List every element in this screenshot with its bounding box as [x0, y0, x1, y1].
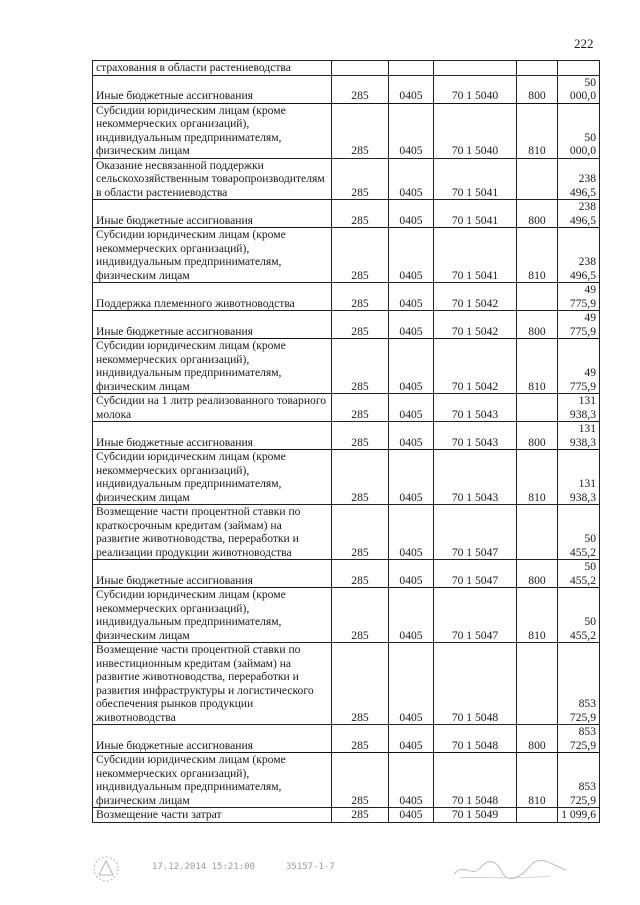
cell-ministry-code: 285: [332, 103, 389, 158]
cell-section-code: 0405: [389, 339, 434, 394]
cell-amount: 853 725,9: [558, 725, 600, 753]
cell-section-code: 0405: [389, 394, 434, 422]
cell-amount: 50 455,2: [558, 505, 600, 560]
cell-section-code: 0405: [389, 200, 434, 228]
table-row: [93, 450, 600, 505]
row-description: Субсидии юридическим лицам (кроме некоммерческих организаций), индивидуальным предпринимателям, физическим лицам: [93, 228, 332, 283]
row-description: Субсидии на 1 литр реализованного товарного молока: [93, 394, 332, 422]
cell-ministry-code: 285: [332, 283, 389, 311]
row-description: Субсидии юридическим лицам (кроме некоммерческих организаций), индивидуальным предпринимателям, физическим лицам: [93, 753, 332, 808]
cell-amount: 49 775,9: [558, 283, 600, 311]
cell-amount: 131 938,3: [558, 450, 600, 505]
cell-ministry-code: 285: [332, 588, 389, 643]
cell-target-article: 70 1 5041: [434, 200, 517, 228]
table-row: [93, 75, 600, 103]
cell-target-article: 70 1 5043: [434, 394, 517, 422]
table-row: [93, 808, 600, 823]
cell-section-code: 0405: [389, 643, 434, 725]
table-row: [93, 505, 600, 560]
cell-ministry-code: 285: [332, 200, 389, 228]
cell-section-code: 0405: [389, 588, 434, 643]
cell-section-code: 0405: [389, 422, 434, 450]
row-description: Возмещение части затрат: [93, 808, 332, 823]
table-row: [93, 311, 600, 339]
cell-amount: 49 775,9: [558, 311, 600, 339]
cell-ministry-code: 285: [332, 808, 389, 823]
cell-section-code: 0405: [389, 725, 434, 753]
cell-section-code: 0405: [389, 103, 434, 158]
cell-ministry-code: 285: [332, 450, 389, 505]
cell-ministry-code: 285: [332, 228, 389, 283]
cell-expense-type: 800: [517, 311, 558, 339]
cell-amount: 49 775,9: [558, 339, 600, 394]
cell-expense-type: 810: [517, 228, 558, 283]
cell-amount: 131 938,3: [558, 422, 600, 450]
table-row: [93, 103, 600, 158]
cell-target-article: 70 1 5040: [434, 75, 517, 103]
cell-ministry-code: [332, 61, 389, 76]
footer-document-code: 35157-1-7: [286, 862, 335, 872]
cell-amount: 238 496,5: [558, 200, 600, 228]
table-row: [93, 61, 600, 76]
cell-ministry-code: 285: [332, 753, 389, 808]
cell-section-code: 0405: [389, 311, 434, 339]
footer-date: 17.12.2014 15:21:00: [152, 862, 255, 872]
cell-amount: [558, 61, 600, 76]
cell-section-code: 0405: [389, 283, 434, 311]
cell-target-article: 70 1 5042: [434, 339, 517, 394]
row-description: Возмещение части процентной ставки по краткосрочным кредитам (займам) на развитие животноводства, переработки и реализации продукции животноводства: [93, 505, 332, 560]
cell-ministry-code: 285: [332, 560, 389, 588]
table-row: [93, 339, 600, 394]
cell-expense-type: [517, 283, 558, 311]
cell-ministry-code: 285: [332, 422, 389, 450]
cell-expense-type: 810: [517, 450, 558, 505]
cell-target-article: 70 1 5048: [434, 643, 517, 725]
row-description: Возмещение части процентной ставки по инвестиционным кредитам (займам) на развитие животноводства, переработки и развития инфраструктуры и логистического обеспечения рынков продукции животноводства: [93, 643, 332, 725]
row-description: Поддержка племенного животноводства: [93, 283, 332, 311]
cell-target-article: 70 1 5047: [434, 560, 517, 588]
cell-expense-type: [517, 394, 558, 422]
cell-amount: 853 725,9: [558, 643, 600, 725]
page-footer: [90, 854, 590, 884]
cell-ministry-code: 285: [332, 158, 389, 200]
table-row: [93, 588, 600, 643]
cell-section-code: 0405: [389, 228, 434, 283]
cell-ministry-code: 285: [332, 339, 389, 394]
cell-expense-type: 800: [517, 560, 558, 588]
cell-section-code: 0405: [389, 808, 434, 823]
cell-ministry-code: 285: [332, 311, 389, 339]
cell-target-article: 70 1 5043: [434, 422, 517, 450]
cell-amount: 1 099,6: [558, 808, 600, 823]
stamp-mark-icon: [90, 854, 124, 884]
cell-amount: 131 938,3: [558, 394, 600, 422]
cell-target-article: [434, 61, 517, 76]
table-row: [93, 753, 600, 808]
cell-expense-type: 810: [517, 588, 558, 643]
cell-target-article: 70 1 5049: [434, 808, 517, 823]
cell-expense-type: 810: [517, 339, 558, 394]
cell-amount: 238 496,5: [558, 158, 600, 200]
cell-ministry-code: 285: [332, 643, 389, 725]
cell-amount: 853 725,9: [558, 753, 600, 808]
cell-target-article: 70 1 5048: [434, 753, 517, 808]
cell-section-code: 0405: [389, 450, 434, 505]
row-description: Иные бюджетные ассигнования: [93, 200, 332, 228]
cell-expense-type: [517, 61, 558, 76]
cell-section-code: [389, 61, 434, 76]
cell-amount: 50 000,0: [558, 103, 600, 158]
cell-expense-type: 810: [517, 103, 558, 158]
signature-scribble: [450, 856, 570, 882]
cell-expense-type: [517, 808, 558, 823]
table-row: [93, 643, 600, 725]
table-row: [93, 394, 600, 422]
row-description: Субсидии юридическим лицам (кроме некоммерческих организаций), индивидуальным предпринимателям, физическим лицам: [93, 588, 332, 643]
cell-section-code: 0405: [389, 753, 434, 808]
row-description: Иные бюджетные ассигнования: [93, 75, 332, 103]
table-row: [93, 422, 600, 450]
table-row: [93, 560, 600, 588]
cell-ministry-code: 285: [332, 505, 389, 560]
cell-target-article: 70 1 5041: [434, 158, 517, 200]
cell-expense-type: [517, 643, 558, 725]
row-description: Субсидии юридическим лицам (кроме некоммерческих организаций), индивидуальным предпринимателям, физическим лицам: [93, 450, 332, 505]
budget-table-body: [93, 61, 600, 823]
cell-target-article: 70 1 5047: [434, 588, 517, 643]
table-row: [93, 283, 600, 311]
cell-expense-type: 810: [517, 753, 558, 808]
row-description: Иные бюджетные ассигнования: [93, 725, 332, 753]
cell-target-article: 70 1 5043: [434, 450, 517, 505]
row-description: Иные бюджетные ассигнования: [93, 422, 332, 450]
cell-expense-type: 800: [517, 422, 558, 450]
cell-expense-type: [517, 158, 558, 200]
cell-amount: 50 455,2: [558, 560, 600, 588]
cell-section-code: 0405: [389, 505, 434, 560]
cell-section-code: 0405: [389, 158, 434, 200]
row-description: Оказание несвязанной поддержки сельскохозяйственным товаропроизводителям в области растениеводства: [93, 158, 332, 200]
cell-target-article: 70 1 5041: [434, 228, 517, 283]
cell-ministry-code: 285: [332, 725, 389, 753]
row-description: Иные бюджетные ассигнования: [93, 311, 332, 339]
row-description: страхования в области растениеводства: [93, 61, 332, 76]
page-number: 222: [574, 36, 594, 51]
cell-expense-type: 800: [517, 725, 558, 753]
cell-expense-type: 800: [517, 200, 558, 228]
cell-section-code: 0405: [389, 75, 434, 103]
row-description: Иные бюджетные ассигнования: [93, 560, 332, 588]
row-description: Субсидии юридическим лицам (кроме некоммерческих организаций), индивидуальным предпринимателям, физическим лицам: [93, 103, 332, 158]
cell-target-article: 70 1 5042: [434, 283, 517, 311]
table-row: [93, 228, 600, 283]
table-row: [93, 200, 600, 228]
cell-target-article: 70 1 5048: [434, 725, 517, 753]
cell-expense-type: 800: [517, 75, 558, 103]
cell-ministry-code: 285: [332, 75, 389, 103]
table-row: [93, 158, 600, 200]
cell-expense-type: [517, 505, 558, 560]
cell-section-code: 0405: [389, 560, 434, 588]
cell-target-article: 70 1 5042: [434, 311, 517, 339]
table-row: [93, 725, 600, 753]
budget-table: [92, 60, 600, 823]
cell-ministry-code: 285: [332, 394, 389, 422]
cell-amount: 238 496,5: [558, 228, 600, 283]
row-description: Субсидии юридическим лицам (кроме некоммерческих организаций), индивидуальным предпринимателям, физическим лицам: [93, 339, 332, 394]
cell-target-article: 70 1 5040: [434, 103, 517, 158]
cell-amount: 50 000,0: [558, 75, 600, 103]
cell-target-article: 70 1 5047: [434, 505, 517, 560]
cell-amount: 50 455,2: [558, 588, 600, 643]
